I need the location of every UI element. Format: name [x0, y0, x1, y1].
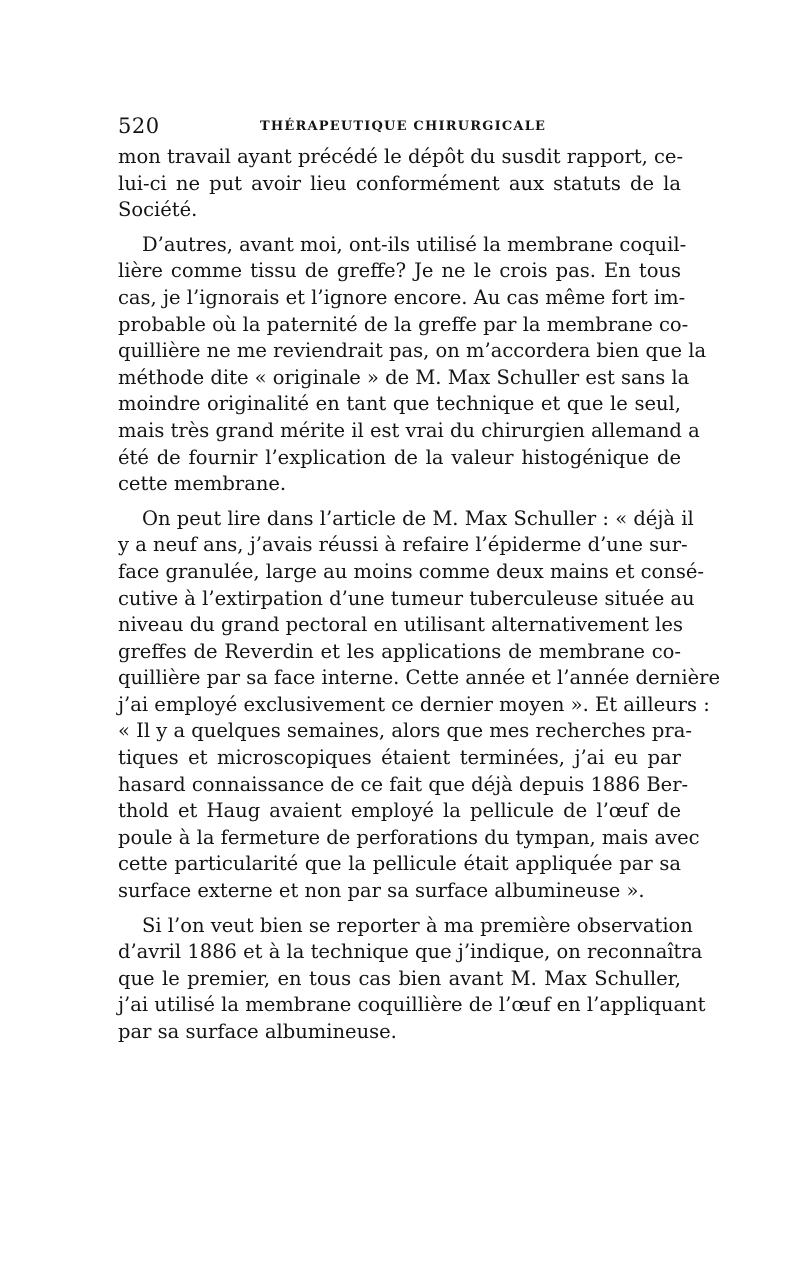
text-line: surface externe et non par sa surface albumineuse ». [118, 879, 645, 903]
text-line: « Il y a quelques semaines, alors que mes recherches pra- [118, 719, 692, 743]
paragraph-2 [118, 232, 707, 498]
text-line: lière comme tissu de greffe? Je ne le crois pas. En tous [118, 259, 681, 283]
text-line: probable où la paternité de la greffe par la membrane co- [118, 312, 689, 336]
book-page [118, 114, 721, 1046]
text-line: hasard connaissance de ce fait que déjà depuis 1886 Ber- [118, 772, 689, 796]
text-line: y a neuf ans, j’avais réussi à refaire l’épiderme d’une sur- [118, 533, 688, 557]
text-line: quillière par sa face interne. Cette année et l’année dernière [118, 666, 721, 690]
paragraph-4 [118, 913, 706, 1046]
text-line: cette membrane. [118, 472, 287, 496]
paragraph-3 [118, 506, 721, 905]
text-line: poule à la fermeture de perforations du tympan, mais avec [118, 825, 700, 849]
text-line: lui-ci ne put avoir lieu conformément aux statuts de la [118, 171, 681, 195]
text-line: face granulée, large au moins comme deux mains et consé- [118, 559, 704, 583]
text-line: Si l’on veut bien se reporter à ma première observation [142, 913, 693, 937]
text-line: tiques et microscopiques étaient terminées, j’ai eu par [118, 746, 681, 770]
text-line: cas, je l’ignorais et l’ignore encore. Au cas même fort im- [118, 285, 686, 309]
text-line: moindre originalité en tant que technique et que le seul, [118, 392, 681, 416]
text-line: j’ai utilisé la membrane coquillière de l’œuf en l’appliquant [118, 993, 706, 1017]
text-line: thold et Haug avaient employé la pellicule de l’œuf de [118, 799, 681, 823]
running-title: THÉRAPEUTIQUE CHIRURGICALE [260, 119, 547, 134]
text-line: cutive à l’extirpation d’une tumeur tuberculeuse située au [118, 586, 695, 610]
page-number: 520 [118, 114, 160, 138]
text-line: été de fournir l’explication de la valeur histogénique de [118, 445, 681, 469]
paragraph-1 [118, 144, 684, 224]
text-line: niveau du grand pectoral en utilisant alternativement les [118, 613, 683, 637]
text-line: mon travail ayant précédé le dépôt du susdit rapport, ce- [118, 145, 684, 168]
text-line: par sa surface albumineuse. [118, 1020, 397, 1043]
text-line: On peut lire dans l’article de M. Max Schuller : « déjà il [142, 506, 694, 530]
text-line: D’autres, avant moi, ont-ils utilisé la membrane coquil- [142, 232, 687, 256]
text-line: Société. [118, 198, 198, 222]
text-line: que le premier, en tous cas bien avant M. Max Schuller, [118, 966, 681, 990]
text-line: méthode dite « originale » de M. Max Schuller est sans la [118, 365, 690, 389]
running-head [118, 114, 681, 144]
text-line: d’avril 1886 et à la technique que j’indique, on reconnaîtra [118, 940, 703, 964]
text-line: quillière ne me reviendrait pas, on m’accordera bien que la [118, 339, 707, 363]
text-line: j’ai employé exclusivement ce dernier moyen ». Et ailleurs : [118, 692, 710, 716]
text-line: cette particularité que la pellicule était appliquée par sa [118, 852, 681, 876]
text-line: greffes de Reverdin et les applications de membrane co- [118, 639, 681, 663]
text-line: mais très grand mérite il est vrai du chirurgien allemand a [118, 418, 700, 442]
